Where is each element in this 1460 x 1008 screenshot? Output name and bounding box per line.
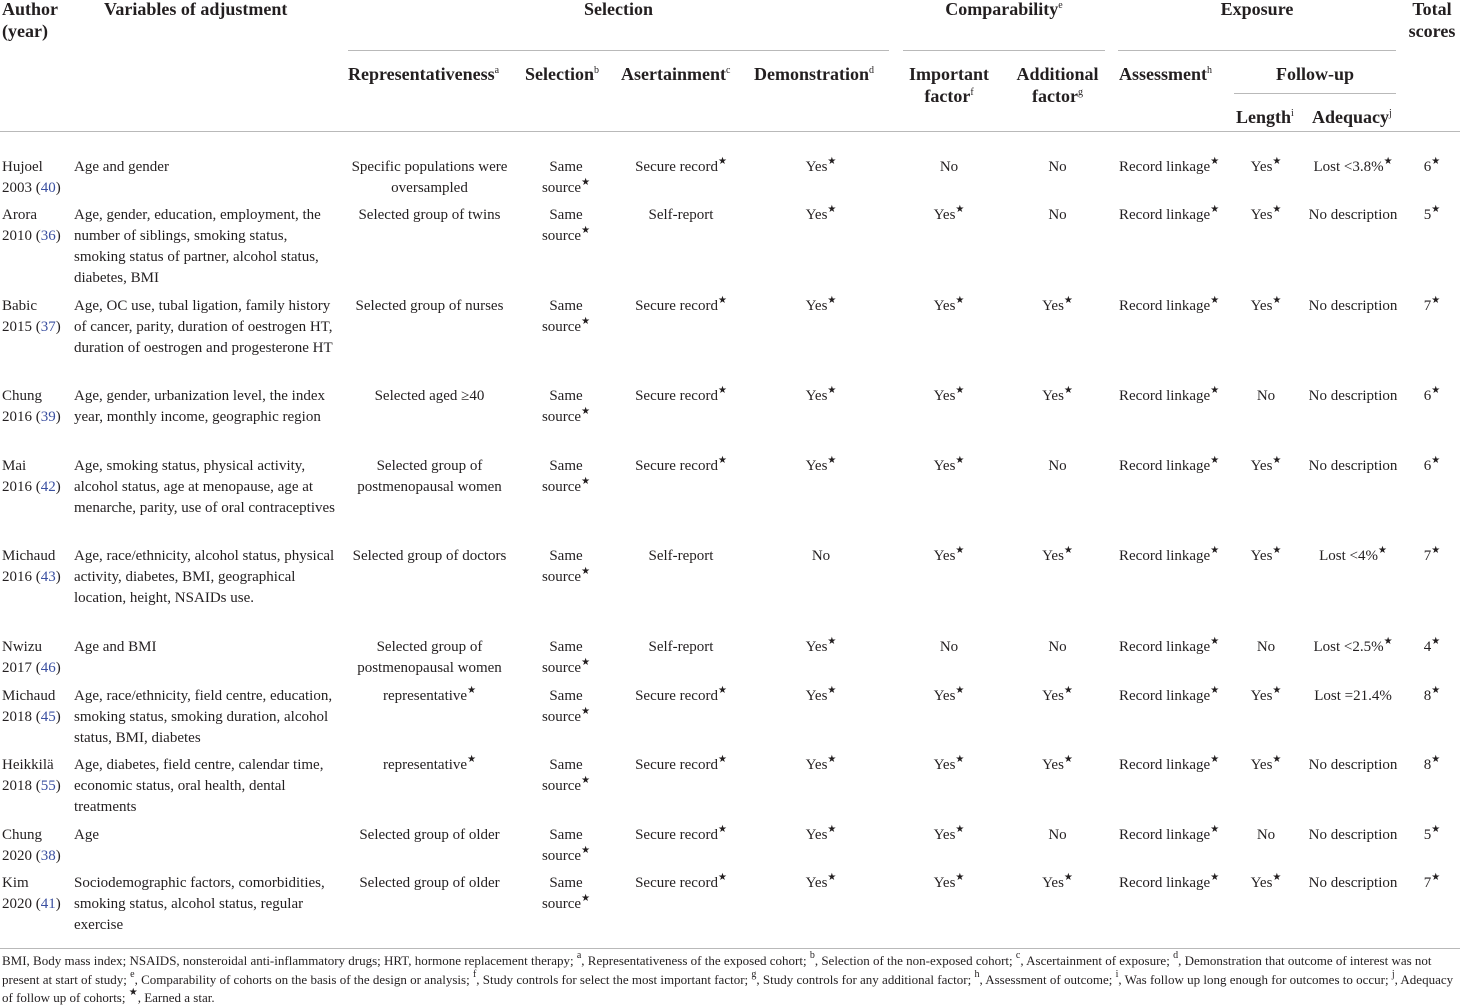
- selection-cell: Same source★: [541, 458, 591, 495]
- assessment-cell: Record linkage★: [1119, 636, 1220, 655]
- important-cell: Yes★: [933, 204, 965, 223]
- variables-cell: Age and BMI: [74, 639, 157, 655]
- author-year-cell: Michaud 2018 (45): [2, 688, 61, 725]
- length-cell: Yes★: [1250, 754, 1282, 773]
- variables-cell: Age: [74, 827, 99, 843]
- ascertainment-cell: Self-report: [648, 548, 714, 564]
- adequacy-header: Adequacy$^j$: [1312, 107, 1392, 127]
- assessment-cell: Record linkage★: [1119, 385, 1220, 404]
- representativeness-cell: representative★: [382, 685, 477, 704]
- demonstration-cell: Yes★: [805, 824, 837, 843]
- additional-cell: Yes★: [1042, 545, 1073, 564]
- ascertainment-cell: Secure record★: [635, 872, 727, 891]
- selection-cell: Same source★: [541, 639, 591, 676]
- assessment-cell: Record linkage★: [1119, 545, 1220, 564]
- author-year-cell: Michaud 2016 (43): [2, 548, 61, 585]
- ascertainment-cell: Self-report: [648, 639, 714, 655]
- representativeness-cell: Selected group of postmenopausal women: [357, 639, 502, 676]
- adequacy-cell: Lost <4%★: [1319, 545, 1387, 564]
- total-cell: 8★: [1423, 685, 1441, 704]
- length-cell: Yes★: [1250, 872, 1282, 891]
- demonstration-header: Demonstration$^d$: [754, 64, 874, 84]
- author-year-cell: Chung 2016 (39): [2, 388, 61, 425]
- total-cell: 7★: [1423, 545, 1441, 564]
- variables-cell: Age, race/ethnicity, field centre, education, smoking status, smoking duration, alcohol status, BMI, diabetes: [74, 688, 333, 746]
- total-cell: 6★: [1423, 156, 1441, 175]
- selection-cell: Same source★: [541, 207, 591, 244]
- additional-cell: No: [1048, 207, 1067, 223]
- representativeness-cell: Selected group of twins: [358, 207, 501, 223]
- important-cell: No: [939, 639, 959, 655]
- author-year-cell: Kim 2020 (41): [2, 875, 61, 912]
- total-cell: 7★: [1423, 872, 1441, 891]
- reference-link[interactable]: 41: [40, 896, 56, 912]
- demonstration-cell: Yes★: [805, 295, 837, 314]
- important-cell: Yes★: [933, 872, 965, 891]
- representativeness-cell: Selected group of older: [359, 827, 500, 843]
- adequacy-cell: No description: [1308, 388, 1398, 404]
- demonstration-cell: Yes★: [805, 636, 837, 655]
- total-cell: 6★: [1423, 455, 1441, 474]
- demonstration-cell: Yes★: [805, 685, 837, 704]
- ascertainment-cell: Secure record★: [635, 295, 727, 314]
- adequacy-cell: No description: [1308, 458, 1398, 474]
- variables-cell: Age, smoking status, physical activity, alcohol status, age at menopause, age at menarche, parity, use of oral contraceptives: [74, 458, 335, 516]
- selection-cell: Same source★: [541, 298, 591, 335]
- follow-up-header: Follow-up: [1275, 64, 1354, 84]
- ascertainment-cell: Secure record★: [635, 156, 727, 175]
- demonstration-cell: Yes★: [805, 156, 837, 175]
- comparability-group-header: Comparability$^e$: [945, 0, 1063, 19]
- author-year-cell: Chung 2020 (38): [2, 827, 61, 864]
- assessment-cell: Record linkage★: [1119, 204, 1220, 223]
- assessment-cell: Record linkage★: [1119, 824, 1220, 843]
- assessment-cell: Record linkage★: [1119, 754, 1220, 773]
- reference-link[interactable]: 40: [40, 180, 56, 196]
- demonstration-cell: Yes★: [805, 455, 837, 474]
- additional-cell: Yes★: [1042, 685, 1073, 704]
- representativeness-header: Representativeness$^a$: [348, 64, 500, 84]
- adequacy-cell: Lost =21.4%: [1314, 688, 1392, 704]
- selection-cell: Same source★: [541, 875, 591, 912]
- length-cell: No: [1256, 388, 1276, 404]
- adequacy-cell: No description: [1308, 298, 1398, 314]
- additional-factor-header: Additional factor$^g$: [1016, 64, 1099, 106]
- variables-cell: Age, race/ethnicity, alcohol status, physical activity, diabetes, BMI, geographical location, height, NSAIDs use.: [74, 548, 335, 606]
- length-cell: No: [1256, 639, 1276, 655]
- reference-link[interactable]: 36: [40, 228, 56, 244]
- adequacy-cell: No description: [1308, 757, 1398, 773]
- additional-cell: No: [1048, 827, 1067, 843]
- variables-cell: Age, OC use, tubal ligation, family history of cancer, parity, duration of oestrogen HT, duration of oestrogen and progesterone HT: [74, 298, 333, 356]
- representativeness-cell: Selected group of nurses: [355, 298, 504, 314]
- reference-link[interactable]: 55: [40, 778, 56, 794]
- representativeness-cell: Selected group of doctors: [352, 548, 507, 564]
- selection-header: Selection$^b$: [525, 64, 599, 84]
- selection-cell: Same source★: [541, 159, 591, 196]
- adequacy-cell: Lost <3.8%★: [1313, 156, 1393, 175]
- author-year-cell: Mai 2016 (42): [2, 458, 61, 495]
- variables-cell: Age, gender, urbanization level, the index year, monthly income, geographic region: [74, 388, 325, 425]
- header-bottom-rule: [0, 131, 1460, 132]
- selection-cell: Same source★: [541, 388, 591, 425]
- additional-cell: Yes★: [1042, 754, 1073, 773]
- assessment-cell: Record linkage★: [1119, 156, 1220, 175]
- representativeness-cell: Selected group of postmenopausal women: [357, 458, 502, 495]
- assessment-cell: Record linkage★: [1119, 685, 1220, 704]
- comparability-group-rule: [903, 50, 1105, 51]
- total-scores-header: Total scores: [1408, 0, 1456, 41]
- demonstration-cell: Yes★: [805, 204, 837, 223]
- additional-cell: No: [1048, 159, 1067, 175]
- variables-cell: Sociodemographic factors, comorbidities, smoking status, alcohol status, regular exercise: [74, 875, 325, 933]
- additional-cell: Yes★: [1042, 295, 1073, 314]
- length-cell: No: [1256, 827, 1276, 843]
- total-cell: 5★: [1423, 824, 1441, 843]
- ascertainment-cell: Secure record★: [635, 754, 727, 773]
- representativeness-cell: Specific populations were oversampled: [351, 159, 508, 196]
- demonstration-cell: Yes★: [805, 754, 837, 773]
- author-year-cell: Hujoel 2003 (40): [2, 159, 61, 196]
- adequacy-cell: No description: [1308, 875, 1398, 891]
- total-cell: 5★: [1423, 204, 1441, 223]
- length-cell: Yes★: [1250, 204, 1282, 223]
- reference-link[interactable]: 38: [40, 848, 56, 864]
- selection-cell: Same source★: [541, 548, 591, 585]
- important-cell: Yes★: [933, 385, 965, 404]
- author-year-cell: Nwizu 2017 (46): [2, 639, 61, 676]
- important-cell: Yes★: [933, 685, 965, 704]
- total-cell: 4★: [1423, 636, 1441, 655]
- reference-link[interactable]: 37: [40, 319, 56, 335]
- ascertainment-cell: Secure record★: [635, 824, 727, 843]
- representativeness-cell: representative★: [382, 754, 477, 773]
- important-cell: Yes★: [933, 754, 965, 773]
- author-year-cell: Heikkilä 2018 (55): [2, 757, 61, 794]
- ascertainment-cell: Secure record★: [635, 455, 727, 474]
- assessment-cell: Record linkage★: [1119, 295, 1220, 314]
- reference-link[interactable]: 46: [40, 660, 56, 676]
- length-header: Length$^i$: [1236, 107, 1294, 127]
- additional-cell: No: [1048, 458, 1067, 474]
- representativeness-cell: Selected group of older: [359, 875, 500, 891]
- assessment-cell: Record linkage★: [1119, 872, 1220, 891]
- follow-up-rule: [1234, 93, 1396, 94]
- selection-group-rule: [348, 50, 889, 51]
- author-year-header: Author (year): [2, 0, 58, 41]
- variables-cell: Age, diabetes, field centre, calendar time, economic status, oral health, dental treatments: [74, 757, 324, 815]
- adequacy-cell: Lost <2.5%★: [1313, 636, 1393, 655]
- adequacy-cell: No description: [1308, 207, 1398, 223]
- important-factor-header: Important factor$^f$: [909, 64, 989, 106]
- exposure-group-header: Exposure: [1220, 0, 1294, 19]
- reference-link[interactable]: 45: [40, 709, 56, 725]
- ascertainment-cell: Self-report: [648, 207, 714, 223]
- demonstration-cell: Yes★: [805, 385, 837, 404]
- selection-group-header: Selection: [584, 0, 653, 19]
- author-year-cell: Arora 2010 (36): [2, 207, 61, 244]
- variables-header: Variables of adjustment: [104, 0, 288, 19]
- important-cell: Yes★: [933, 824, 965, 843]
- variables-cell: Age and gender: [74, 159, 169, 175]
- variables-cell: Age, gender, education, employment, the number of siblings, smoking status, smoking status of partner, alcohol status, diabetes, BMI: [74, 207, 321, 286]
- demonstration-cell: Yes★: [805, 872, 837, 891]
- important-cell: Yes★: [933, 545, 965, 564]
- ascertainment-header: Asertainment$^c$: [621, 64, 731, 84]
- reference-link[interactable]: 43: [40, 569, 56, 585]
- selection-cell: Same source★: [541, 688, 591, 725]
- reference-link[interactable]: 42: [40, 479, 56, 495]
- length-cell: Yes★: [1250, 295, 1282, 314]
- assessment-header: Assessment$^h$: [1119, 64, 1212, 84]
- assessment-cell: Record linkage★: [1119, 455, 1220, 474]
- important-cell: No: [939, 159, 959, 175]
- selection-cell: Same source★: [541, 757, 591, 794]
- table-bottom-rule: [0, 948, 1460, 949]
- additional-cell: Yes★: [1042, 385, 1073, 404]
- important-cell: Yes★: [933, 295, 965, 314]
- length-cell: Yes★: [1250, 455, 1282, 474]
- ascertainment-cell: Secure record★: [635, 685, 727, 704]
- length-cell: Yes★: [1250, 685, 1282, 704]
- selection-cell: Same source★: [541, 827, 591, 864]
- additional-cell: No: [1048, 639, 1067, 655]
- total-cell: 7★: [1423, 295, 1441, 314]
- total-cell: 8★: [1423, 754, 1441, 773]
- total-cell: 6★: [1423, 385, 1441, 404]
- ascertainment-cell: Secure record★: [635, 385, 727, 404]
- footnote: BMI, Body mass index; NSAIDS, nonsteroidal anti-inflammatory drugs; HRT, hormone replacement therapy; $^a$, Representativeness of the exposed cohort; $^b$, Selection of the non-exposed cohort; $^c$, Ascertainment of exposure; $^d$, Demonstration that outcome of interest was not present at start of study; $^e$, Comparability of cohorts on the basis of the design or analysis; $^f$, Study controls for select the most important factor; $^g$, Study controls for any additional factor; $^h$, Assessment of outcome; $^i$, Was follow up long enough for outcomes to occur; $^j$, Adequacy of follow up of cohorts; ★, Earned a star.: [2, 950, 1454, 1005]
- important-cell: Yes★: [933, 455, 965, 474]
- reference-link[interactable]: 39: [40, 409, 56, 425]
- demonstration-cell: No: [811, 548, 831, 564]
- length-cell: Yes★: [1250, 156, 1282, 175]
- length-cell: Yes★: [1250, 545, 1282, 564]
- exposure-group-rule: [1118, 50, 1396, 51]
- adequacy-cell: No description: [1308, 827, 1398, 843]
- representativeness-cell: Selected aged ≥40: [374, 388, 485, 404]
- author-year-cell: Babic 2015 (37): [2, 298, 61, 335]
- additional-cell: Yes★: [1042, 872, 1073, 891]
